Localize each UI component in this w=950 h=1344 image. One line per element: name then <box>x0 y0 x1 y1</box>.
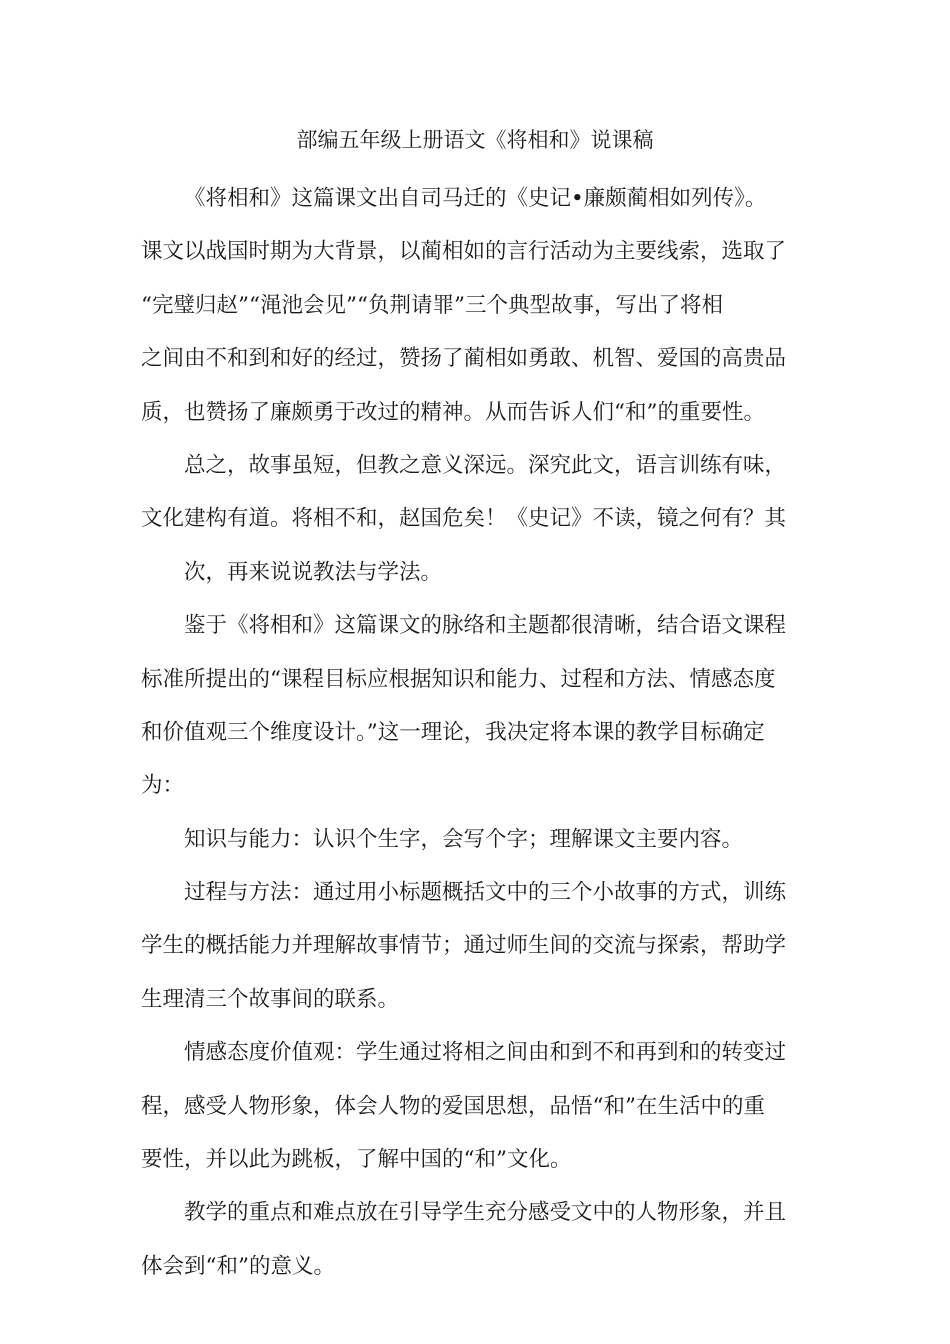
paragraph-line: 总之，故事虽短，但教之意义深远。深究此文，语言训练有味， <box>184 452 787 478</box>
paragraph-line: 课文以战国时期为大背景，以蔺相如的言行活动为主要线索，选取了 <box>141 239 787 265</box>
paragraph-line: 过程与方法：通过用小标题概括文中的三个小故事的方式，训练 <box>184 880 787 906</box>
paragraph-line: 质，也赞扬了廉颇勇于改过的精神。从而告诉人们“和”的重要性。 <box>141 399 765 425</box>
paragraph-line: 和价值观三个维度设计。”这一理论，我决定将本课的教学目标确定 <box>141 719 765 745</box>
paragraph-line: 体会到“和”的意义。 <box>141 1253 335 1279</box>
paragraph-line: 学生的概括能力并理解故事情节；通过师生间的交流与探索，帮助学 <box>141 933 787 959</box>
paragraph-line: 要性，并以此为跳板，了解中国的“和”文化。 <box>141 1147 572 1173</box>
paragraph-line: 《将相和》这篇课文出自司马迁的《史记•廉颇蔺相如列传》。 <box>184 186 767 211</box>
document-title: 部编五年级上册语文《将相和》说课稿 <box>296 128 654 152</box>
paragraph-line: 鉴于《将相和》这篇课文的脉络和主题都很清晰，结合语文课程 <box>184 613 787 639</box>
paragraph-line: 标准所提出的“课程目标应根据知识和能力、过程和方法、情感态度 <box>141 666 776 692</box>
paragraph-line: “完璧归赵”“渑池会见”“负荆请罪”三个典型故事，写出了将相 <box>141 292 723 318</box>
paragraph-line: 教学的重点和难点放在引导学生充分感受文中的人物形象，并且 <box>184 1200 787 1226</box>
document-body <box>141 172 811 1293</box>
paragraph-line: 知识与能力：认识个生字，会写个字；理解课文主要内容。 <box>184 826 744 852</box>
paragraph-line: 次，再来说说教法与学法。 <box>184 559 443 585</box>
paragraph-line: 为： <box>141 773 185 799</box>
paragraph-line: 之间由不和到和好的经过，赞扬了蔺相如勇敢、机智、爱国的高贵品 <box>141 346 787 372</box>
paragraph-line: 情感态度价值观：学生通过将相之间由和到不和再到和的转变过 <box>184 1040 787 1066</box>
paragraph-line: 生理清三个故事间的联系。 <box>141 986 400 1012</box>
paragraph-line: 程，感受人物形象，体会人物的爱国思想，品悟“和”在生活中的重 <box>141 1093 765 1119</box>
paragraph-line: 文化建构有道。将相不和，赵国危矣！《史记》不读，镜之何有？其 <box>141 506 787 532</box>
